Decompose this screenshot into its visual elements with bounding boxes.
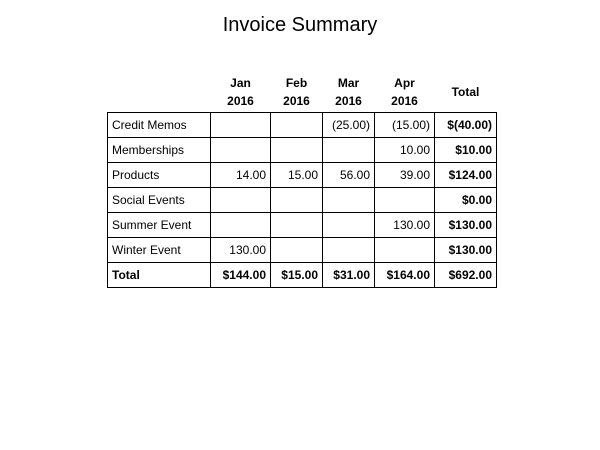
row-label: Social Events xyxy=(108,188,211,213)
header-row xyxy=(108,72,497,113)
cell-total: $130.00 xyxy=(435,213,497,238)
cell-total: $0.00 xyxy=(435,188,497,213)
total-feb: $15.00 xyxy=(271,263,323,288)
cell-feb xyxy=(271,213,323,238)
column-header-feb: Feb 2016 xyxy=(283,76,310,108)
column-header-apr: Apr 2016 xyxy=(391,76,418,108)
table-row xyxy=(108,138,497,163)
table-row xyxy=(108,163,497,188)
report-title: Invoice Summary xyxy=(222,14,378,36)
cell-feb: 15.00 xyxy=(271,163,323,188)
cell-total: $124.00 xyxy=(435,163,497,188)
cell-apr: 130.00 xyxy=(375,213,435,238)
cell-apr: 10.00 xyxy=(375,138,435,163)
cell-mar xyxy=(323,138,375,163)
row-label: Summer Event xyxy=(108,213,211,238)
cell-feb xyxy=(271,113,323,138)
row-label: Winter Event xyxy=(108,238,211,263)
cell-mar xyxy=(323,238,375,263)
table-row xyxy=(108,188,497,213)
total-mar: $31.00 xyxy=(323,263,375,288)
cell-mar xyxy=(323,213,375,238)
cell-jan: 130.00 xyxy=(211,238,271,263)
cell-total: $130.00 xyxy=(435,238,497,263)
cell-apr xyxy=(375,188,435,213)
cell-jan xyxy=(211,188,271,213)
table-row xyxy=(108,113,497,138)
cell-apr xyxy=(375,238,435,263)
cell-jan xyxy=(211,213,271,238)
cell-mar xyxy=(323,188,375,213)
column-header-jan: Jan 2016 xyxy=(227,76,254,108)
grand-total: $692.00 xyxy=(435,263,497,288)
column-header-total: Total xyxy=(451,85,480,99)
row-label: Memberships xyxy=(108,138,211,163)
cell-feb xyxy=(271,138,323,163)
cell-apr: 39.00 xyxy=(375,163,435,188)
table-row xyxy=(108,238,497,263)
header-corner xyxy=(108,72,211,113)
cell-apr: (15.00) xyxy=(375,113,435,138)
column-header-mar: Mar 2016 xyxy=(335,76,362,108)
total-apr: $164.00 xyxy=(375,263,435,288)
cell-feb xyxy=(271,188,323,213)
cell-mar: (25.00) xyxy=(323,113,375,138)
total-row-label: Total xyxy=(108,263,211,288)
cell-total: $10.00 xyxy=(435,138,497,163)
total-row xyxy=(108,263,497,288)
table-row xyxy=(108,213,497,238)
cell-feb xyxy=(271,238,323,263)
cell-jan xyxy=(211,113,271,138)
row-label: Credit Memos xyxy=(108,113,211,138)
total-jan: $144.00 xyxy=(211,263,271,288)
cell-mar: 56.00 xyxy=(323,163,375,188)
cell-jan: 14.00 xyxy=(211,163,271,188)
cell-total: $(40.00) xyxy=(435,113,497,138)
row-label: Products xyxy=(108,163,211,188)
invoice-summary-table xyxy=(107,72,497,288)
cell-jan xyxy=(211,138,271,163)
